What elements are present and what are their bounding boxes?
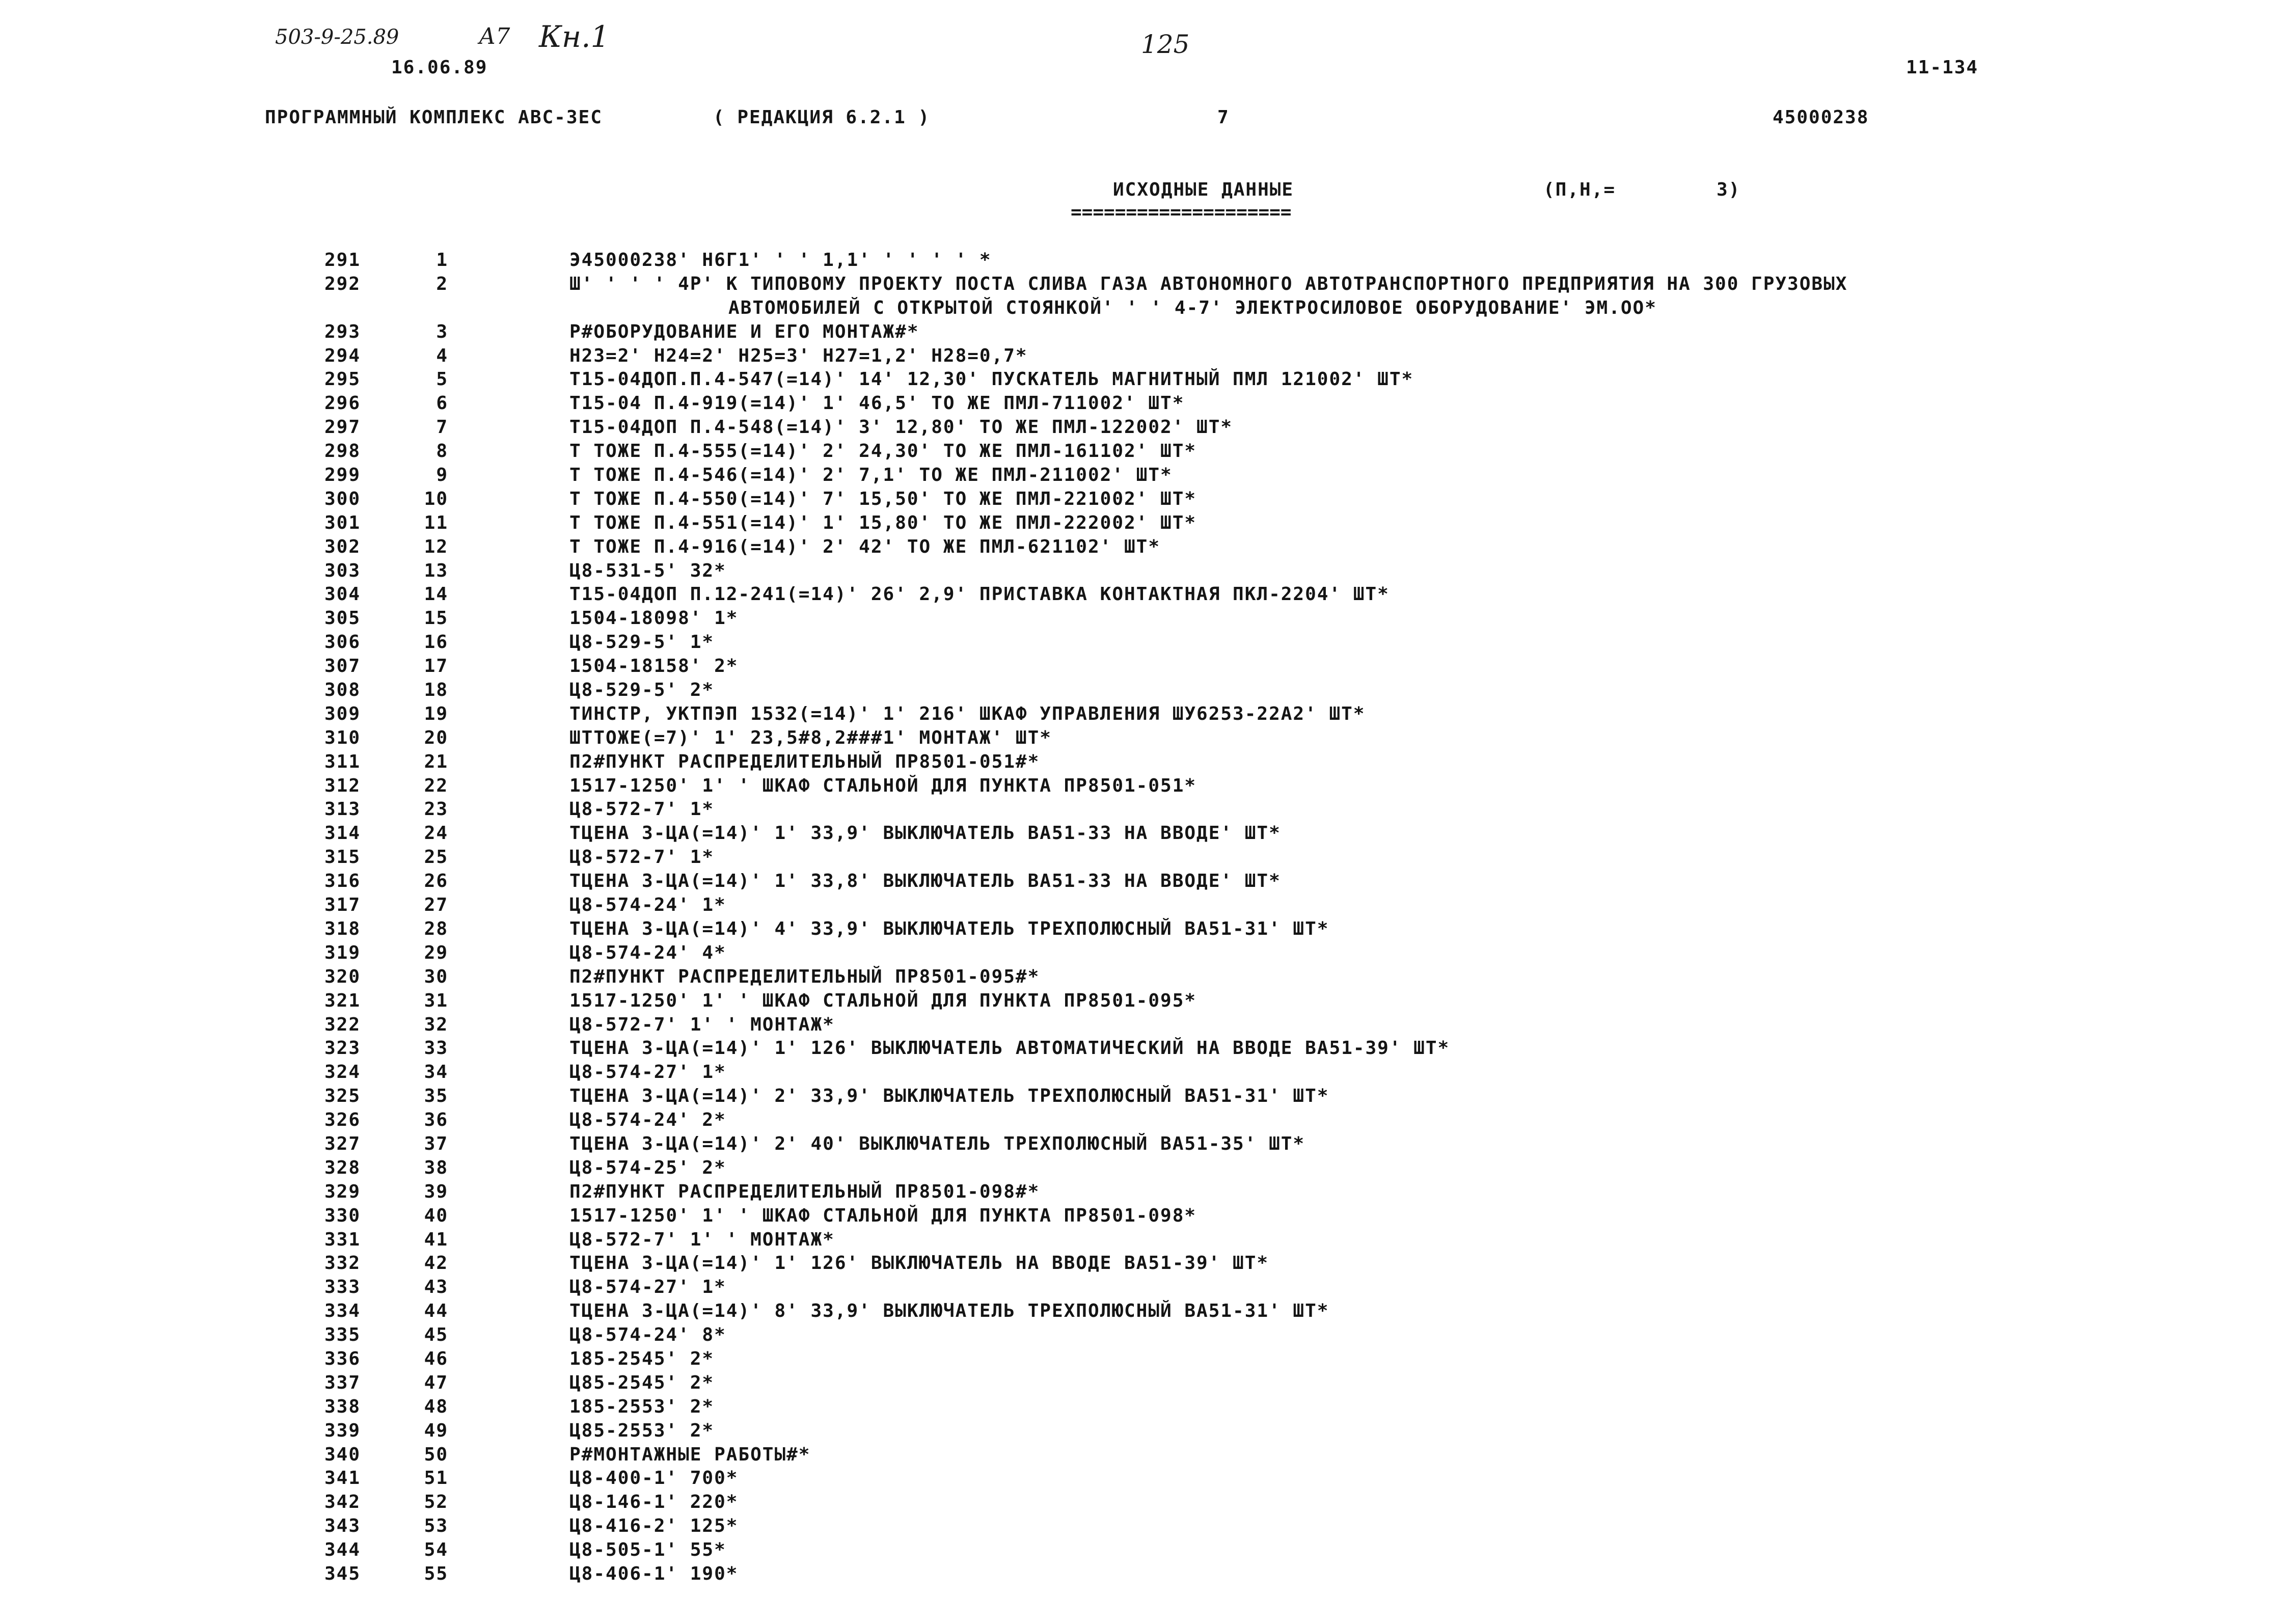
listing-row (0, 1562, 2286, 1586)
line-number: 312 (324, 775, 361, 796)
record-text: Ц85-2545' 2* (569, 1372, 715, 1393)
line-number: 307 (324, 656, 361, 677)
line-number: 333 (324, 1277, 361, 1298)
listing-row (0, 392, 2286, 416)
record-index: 12 (424, 536, 448, 557)
record-index: 54 (424, 1539, 448, 1561)
record-index: 43 (424, 1277, 448, 1298)
line-number: 294 (324, 345, 361, 366)
record-text: Т ТОЖЕ П.4-555(=14)' 2' 24,30' ТО ЖЕ ПМЛ-161102' ШТ* (569, 441, 1197, 462)
sheet-number: 7 (1217, 107, 1230, 128)
record-text: 1504-18158' 2* (569, 656, 739, 677)
record-index: 51 (424, 1468, 448, 1489)
line-number: 311 (324, 751, 361, 772)
record-index: 28 (424, 918, 448, 939)
record-index: 47 (424, 1372, 448, 1393)
record-text: Т15-04ДОП П.4-548(=14)' 3' 12,80' ТО ЖЕ ПМЛ-122002' ШТ* (569, 417, 1233, 438)
listing-row (0, 344, 2286, 368)
record-index: 16 (424, 632, 448, 653)
section-param: (П,Н,= (1543, 179, 1616, 200)
record-index: 35 (424, 1086, 448, 1107)
listing-row (0, 1395, 2286, 1419)
line-number: 339 (324, 1420, 361, 1441)
record-index: 46 (424, 1348, 448, 1369)
record-index: 22 (424, 775, 448, 796)
listing-row (0, 655, 2286, 679)
record-text: ТЦЕНА 3-ЦА(=14)' 1' 126' ВЫКЛЮЧАТЕЛЬ НА ВВОДЕ ВА51-39' ШТ* (569, 1253, 1269, 1274)
line-number: 317 (324, 895, 361, 916)
handwritten-album: А7 (479, 23, 510, 49)
record-text: ТИНСТР, УКТПЭП 1532(=14)' 1' 216' ШКАФ УПРАВЛЕНИЯ ШУ6253-22А2' ШТ* (569, 703, 1366, 724)
listing-row (0, 368, 2286, 392)
record-text: Ц8-406-1' 190* (569, 1563, 739, 1584)
line-number: 292 (324, 273, 361, 294)
record-text: Т ТОЖЕ П.4-546(=14)' 2' 7,1' ТО ЖЕ ПМЛ-211002' ШТ* (569, 465, 1173, 486)
record-text: 1517-1250' 1' ' ШКАФ СТАЛЬНОЙ ДЛЯ ПУНКТА ПР8501-051* (569, 775, 1197, 796)
line-number: 318 (324, 918, 361, 939)
listing-row (0, 726, 2286, 750)
record-text: Ц85-2553' 2* (569, 1420, 715, 1441)
line-number: 341 (324, 1468, 361, 1489)
record-text: П2#ПУНКТ РАСПРЕДЕЛИТЕЛЬНЫЙ ПР8501-051#* (569, 751, 1040, 772)
record-text: ТЦЕНА 3-ЦА(=14)' 2' 33,9' ВЫКЛЮЧАТЕЛЬ ТРЕХПОЛЮСНЫЙ ВА51-31' ШТ* (569, 1086, 1329, 1107)
record-text: Р#ОБОРУДОВАНИЕ И ЕГО МОНТАЖ#* (569, 321, 919, 342)
record-index: 10 (424, 488, 448, 509)
line-number: 345 (324, 1563, 361, 1584)
line-number: 332 (324, 1253, 361, 1274)
record-index: 40 (424, 1205, 448, 1226)
record-text: П2#ПУНКТ РАСПРЕДЕЛИТЕЛЬНЫЙ ПР8501-095#* (569, 966, 1040, 987)
record-index: 52 (424, 1492, 448, 1513)
record-text: 185-2545' 2* (569, 1348, 715, 1369)
record-index: 38 (424, 1157, 448, 1178)
record-index: 3 (436, 321, 448, 342)
listing-row (0, 464, 2286, 488)
record-text: Э45000238' Н6Г1' ' ' 1,1' ' ' ' ' * (569, 250, 992, 270)
line-number: 303 (324, 560, 361, 581)
record-index: 55 (424, 1563, 448, 1584)
record-text: 1517-1250' 1' ' ШКАФ СТАЛЬНОЙ ДЛЯ ПУНКТА ПР8501-095* (569, 990, 1197, 1011)
line-number: 304 (324, 584, 361, 605)
line-number: 293 (324, 321, 361, 342)
listing-row (0, 1180, 2286, 1204)
line-number: 313 (324, 799, 361, 820)
listing-row (0, 894, 2286, 917)
record-text: Ц8-574-24' 1* (569, 895, 726, 916)
listing-row (0, 1467, 2286, 1491)
program-name: ПРОГРАММНЫЙ КОМПЛЕКС АВС-ЗЕС (265, 107, 603, 128)
record-text: ТЦЕНА 3-ЦА(=14)' 8' 33,9' ВЫКЛЮЧАТЕЛЬ ТРЕХПОЛЮСНЫЙ ВА51-31' ШТ* (569, 1301, 1329, 1322)
listing-row (0, 1323, 2286, 1347)
listing-row (0, 965, 2286, 989)
record-index: 19 (424, 703, 448, 724)
line-number: 340 (324, 1444, 361, 1465)
record-text: Р#МОНТАЖНЫЕ РАБОТЫ#* (569, 1444, 811, 1465)
listing-row (0, 1443, 2286, 1467)
listing-row (0, 846, 2286, 870)
record-index: 6 (436, 393, 448, 414)
line-number: 329 (324, 1181, 361, 1202)
line-number: 322 (324, 1014, 361, 1035)
record-text: Ц8-574-24' 2* (569, 1109, 726, 1131)
record-index: 5 (436, 369, 448, 390)
record-index: 2 (436, 273, 448, 294)
listing-row (0, 320, 2286, 344)
line-number: 309 (324, 703, 361, 724)
record-index: 17 (424, 656, 448, 677)
listing-row (0, 1204, 2286, 1228)
line-number: 291 (324, 250, 361, 270)
record-index: 32 (424, 1014, 448, 1035)
listing-row (0, 273, 2286, 296)
line-number: 344 (324, 1539, 361, 1561)
listing-row (0, 416, 2286, 440)
record-text: ШТТОЖЕ(=7)' 1' 23,5#8,2###1' МОНТАЖ' ШТ* (569, 727, 1052, 748)
record-text: Ц8-529-5' 2* (569, 680, 715, 701)
record-text: Т15-04ДОП П.12-241(=14)' 26' 2,9' ПРИСТАВКА КОНТАКТНАЯ ПКЛ-2204' ШТ* (569, 584, 1390, 605)
listing-row (0, 1252, 2286, 1276)
listing-row (0, 249, 2286, 273)
listing-row (0, 1538, 2286, 1562)
line-number: 330 (324, 1205, 361, 1226)
record-index: 44 (424, 1301, 448, 1322)
line-number: 297 (324, 417, 361, 438)
document-number: 45000238 (1773, 107, 1869, 128)
source-listing (0, 249, 2286, 1586)
record-text: Т ТОЖЕ П.4-550(=14)' 7' 15,50' ТО ЖЕ ПМЛ-221002' ШТ* (569, 488, 1197, 509)
line-number: 335 (324, 1324, 361, 1346)
record-index: 53 (424, 1515, 448, 1537)
line-number: 302 (324, 536, 361, 557)
record-text: ТЦЕНА 3-ЦА(=14)' 4' 33,9' ВЫКЛЮЧАТЕЛЬ ТРЕХПОЛЮСНЫЙ ВА51-31' ШТ* (569, 918, 1329, 939)
page-ref: 11-134 (1906, 57, 1979, 78)
record-text: Т15-04ДОП.П.4-547(=14)' 14' 12,30' ПУСКАТЕЛЬ МАГНИТНЫЙ ПМЛ 121002' ШТ* (569, 369, 1414, 390)
print-date: 16.06.89 (391, 57, 488, 78)
listing-row (0, 488, 2286, 511)
record-text: ТЦЕНА 3-ЦА(=14)' 1' 33,8' ВЫКЛЮЧАТЕЛЬ ВА51-33 НА ВВОДЕ' ШТ* (569, 871, 1281, 892)
record-index: 20 (424, 727, 448, 748)
line-number: 343 (324, 1515, 361, 1537)
listing-row (0, 1300, 2286, 1323)
record-index: 24 (424, 823, 448, 844)
record-index: 34 (424, 1062, 448, 1083)
listing-row (0, 559, 2286, 583)
record-index: 31 (424, 990, 448, 1011)
line-number: 316 (324, 871, 361, 892)
line-number: 337 (324, 1372, 361, 1393)
record-text: Ц8-572-7' 1' ' МОНТАЖ* (569, 1014, 835, 1035)
line-number: 300 (324, 488, 361, 509)
listing-row (0, 870, 2286, 894)
record-index: 26 (424, 871, 448, 892)
record-index: 11 (424, 512, 448, 533)
record-index: 27 (424, 895, 448, 916)
line-number: 321 (324, 990, 361, 1011)
record-index: 42 (424, 1253, 448, 1274)
record-text: Н23=2' Н24=2' Н25=3' Н27=1,2' Н28=0,7* (569, 345, 1028, 366)
record-text: Ц8-572-7' 1' ' МОНТАЖ* (569, 1229, 835, 1250)
record-text: Ц8-400-1' 700* (569, 1468, 739, 1489)
record-index: 23 (424, 799, 448, 820)
record-text: Ц8-572-7' 1* (569, 847, 715, 868)
listing-row (0, 1061, 2286, 1085)
record-index: 33 (424, 1038, 448, 1059)
listing-row (0, 1347, 2286, 1371)
record-index: 14 (424, 584, 448, 605)
record-text: Ц8-574-24' 4* (569, 942, 726, 963)
line-number: 308 (324, 680, 361, 701)
record-index: 36 (424, 1109, 448, 1131)
handwritten-page-number: 125 (1141, 30, 1190, 59)
listing-row (0, 774, 2286, 798)
record-text: Ц8-146-1' 220* (569, 1492, 739, 1513)
handwritten-book: Кн.1 (539, 19, 610, 54)
record-text: Ц8-529-5' 1* (569, 632, 715, 653)
record-index: 18 (424, 680, 448, 701)
line-number: 336 (324, 1348, 361, 1369)
line-number: 306 (324, 632, 361, 653)
listing-row (0, 1037, 2286, 1061)
listing-row (0, 798, 2286, 822)
listing-row (0, 822, 2286, 846)
listing-row (0, 1085, 2286, 1108)
listing-row (0, 702, 2286, 726)
record-text: П2#ПУНКТ РАСПРЕДЕЛИТЕЛЬНЫЙ ПР8501-098#* (569, 1181, 1040, 1202)
line-number: 334 (324, 1301, 361, 1322)
listing-row (0, 917, 2286, 941)
listing-row (0, 1514, 2286, 1538)
record-text: Ц8-505-1' 55* (569, 1539, 726, 1561)
record-index: 25 (424, 847, 448, 868)
record-index: 4 (436, 345, 448, 366)
section-title: ИСХОДНЫЕ ДАННЫЕ (1113, 179, 1294, 200)
section-param-value: 3) (1717, 179, 1741, 200)
listing-row (0, 1013, 2286, 1037)
line-number: 298 (324, 441, 361, 462)
line-number: 299 (324, 465, 361, 486)
line-number: 295 (324, 369, 361, 390)
record-text: Ц8-572-7' 1* (569, 799, 715, 820)
listing-row (0, 583, 2286, 607)
line-number: 327 (324, 1133, 361, 1154)
record-index: 9 (436, 465, 448, 486)
listing-row (0, 989, 2286, 1013)
listing-row (0, 1276, 2286, 1300)
line-number: 325 (324, 1086, 361, 1107)
listing-row (0, 1371, 2286, 1395)
record-index: 39 (424, 1181, 448, 1202)
record-index: 7 (436, 417, 448, 438)
record-text: ТЦЕНА 3-ЦА(=14)' 1' 33,9' ВЫКЛЮЧАТЕЛЬ ВА51-33 НА ВВОДЕ' ШТ* (569, 823, 1281, 844)
line-number: 326 (324, 1109, 361, 1131)
record-index: 21 (424, 751, 448, 772)
record-text: Т ТОЖЕ П.4-916(=14)' 2' 42' ТО ЖЕ ПМЛ-621102' ШТ* (569, 536, 1161, 557)
record-text: Ц8-574-25' 2* (569, 1157, 726, 1178)
record-index: 49 (424, 1420, 448, 1441)
record-index: 15 (424, 608, 448, 629)
record-text: Ц8-574-27' 1* (569, 1062, 726, 1083)
listing-row (0, 631, 2286, 655)
record-index: 45 (424, 1324, 448, 1346)
line-number: 324 (324, 1062, 361, 1083)
record-index: 50 (424, 1444, 448, 1465)
handwritten-code: 503-9-25.89 (275, 25, 399, 49)
line-number: 296 (324, 393, 361, 414)
line-number: 342 (324, 1492, 361, 1513)
listing-row (0, 607, 2286, 631)
record-index: 48 (424, 1396, 448, 1417)
record-index: 41 (424, 1229, 448, 1250)
record-index: 30 (424, 966, 448, 987)
record-text: Ц8-574-24' 8* (569, 1324, 726, 1346)
line-number: 328 (324, 1157, 361, 1178)
listing-row (0, 535, 2286, 559)
listing-row (0, 1156, 2286, 1180)
listing-row (0, 1132, 2286, 1156)
record-index: 13 (424, 560, 448, 581)
listing-row (0, 679, 2286, 702)
record-text: 1517-1250' 1' ' ШКАФ СТАЛЬНОЙ ДЛЯ ПУНКТА ПР8501-098* (569, 1205, 1197, 1226)
record-index: 29 (424, 942, 448, 963)
listing-row (0, 1491, 2286, 1514)
record-index: 8 (436, 441, 448, 462)
line-number: 305 (324, 608, 361, 629)
section-underline: ==================== (1071, 202, 1292, 223)
record-index: 1 (436, 250, 448, 270)
listing-row (0, 750, 2286, 774)
line-number: 320 (324, 966, 361, 987)
edition: ( РЕДАКЦИЯ 6.2.1 ) (713, 107, 931, 128)
line-number: 338 (324, 1396, 361, 1417)
listing-row (0, 941, 2286, 965)
record-index: 37 (424, 1133, 448, 1154)
line-number: 314 (324, 823, 361, 844)
record-text: ТЦЕНА 3-ЦА(=14)' 1' 126' ВЫКЛЮЧАТЕЛЬ АВТОМАТИЧЕСКИЙ НА ВВОДЕ ВА51-39' ШТ* (569, 1038, 1450, 1059)
record-text: Ш' ' ' ' 4Р' К ТИПОВОМУ ПРОЕКТУ ПОСТА СЛИВА ГАЗА АВТОНОМНОГО АВТОТРАНСПОРТНОГО ПРЕДПРИЯТИЯ НА 300 ГРУЗОВЫХ (569, 273, 1848, 294)
listing-row (0, 1228, 2286, 1252)
line-number: 301 (324, 512, 361, 533)
listing-row (0, 1108, 2286, 1132)
line-number: 310 (324, 727, 361, 748)
record-text: Ц8-416-2' 125* (569, 1515, 739, 1537)
listing-row-continuation (0, 296, 2286, 320)
record-text: Ц8-574-27' 1* (569, 1277, 726, 1298)
record-text: Ц8-531-5' 32* (569, 560, 726, 581)
line-number: 323 (324, 1038, 361, 1059)
record-text: Т15-04 П.4-919(=14)' 1' 46,5' ТО ЖЕ ПМЛ-711002' ШТ* (569, 393, 1185, 414)
record-text: 185-2553' 2* (569, 1396, 715, 1417)
record-text: ТЦЕНА 3-ЦА(=14)' 2' 40' ВЫКЛЮЧАТЕЛЬ ТРЕХПОЛЮСНЫЙ ВА51-35' ШТ* (569, 1133, 1305, 1154)
record-text-continuation: АВТОМОБИЛЕЙ С ОТКРЫТОЙ СТОЯНКОЙ' ' ' 4-7' ЭЛЕКТРОСИЛОВОЕ ОБОРУДОВАНИЕ' ЭМ.ОО* (728, 297, 1657, 318)
record-text: Т ТОЖЕ П.4-551(=14)' 1' 15,80' ТО ЖЕ ПМЛ-222002' ШТ* (569, 512, 1197, 533)
listing-row (0, 440, 2286, 464)
line-number: 315 (324, 847, 361, 868)
record-text: 1504-18098' 1* (569, 608, 739, 629)
listing-row (0, 1419, 2286, 1443)
line-number: 331 (324, 1229, 361, 1250)
listing-row (0, 511, 2286, 535)
line-number: 319 (324, 942, 361, 963)
